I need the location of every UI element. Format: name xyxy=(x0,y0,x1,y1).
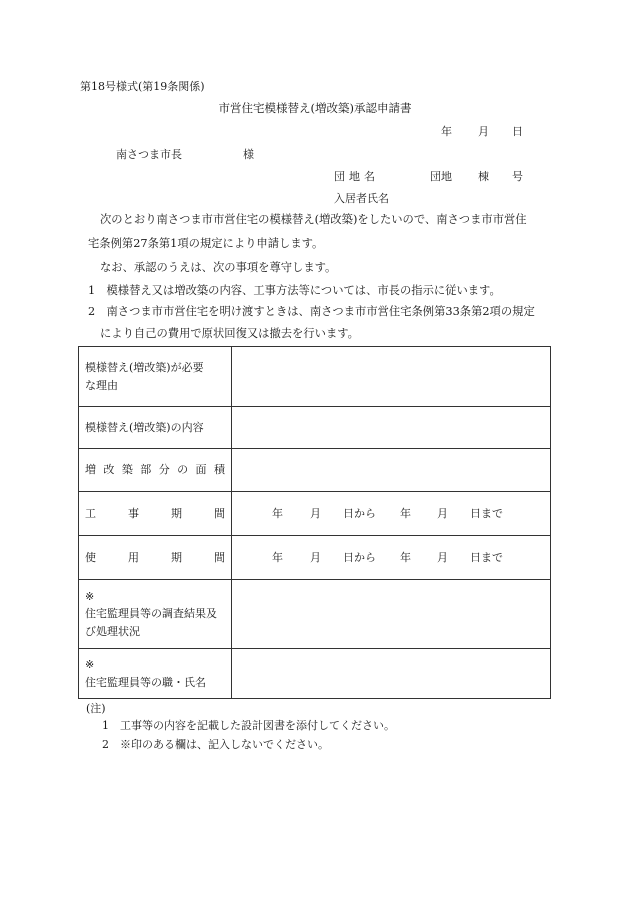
supervisor-field xyxy=(232,649,551,699)
body-para1-line2: 宅条例第27条第1項の規定により申請します。 xyxy=(88,237,324,250)
construction-period-month-to: 月 xyxy=(437,506,448,520)
construction-period-year-to: 年 xyxy=(400,506,411,520)
reason-field[interactable] xyxy=(232,347,551,407)
construction-period-from: 日から xyxy=(343,506,376,520)
form-title: 市営住宅模様替え(増改築)承認申請書 xyxy=(218,101,412,115)
construction-period-label xyxy=(79,492,232,536)
area-label-text: 増 改 築 部 分 の 面 積 xyxy=(85,463,225,477)
complex-name-label: 団地名 xyxy=(334,170,379,183)
table-row xyxy=(79,649,551,699)
reason-label-line2: な理由 xyxy=(85,378,118,392)
construction-period-until: 日まで xyxy=(470,506,503,520)
usage-period-until: 日まで xyxy=(470,550,503,564)
usage-period-year-to: 年 xyxy=(400,550,411,564)
note-2: 2 ※印のある欄は、記入しないでください。 xyxy=(102,738,329,751)
supervisor-mark: ※ xyxy=(85,657,95,671)
addressee: 南さつま市長 xyxy=(116,148,182,161)
body-item1: 1 模様替え又は増改築の内容、工事方法等については、市長の指示に従います。 xyxy=(88,284,501,297)
supervisor-label-text: 住宅監理員等の職・氏名 xyxy=(85,675,206,689)
area-label xyxy=(79,449,232,492)
notes-heading: (注) xyxy=(86,702,106,715)
date-year-label: 年 xyxy=(441,125,452,138)
usage-period-year-from: 年 xyxy=(272,550,283,564)
note-1: 1 工事等の内容を記載した設計図書を添付してください。 xyxy=(102,719,395,732)
resident-name-label: 入居者氏名 xyxy=(334,192,389,205)
supervisor-label xyxy=(79,649,232,699)
construction-period-values xyxy=(238,492,544,535)
building-label: 棟 xyxy=(478,170,489,183)
usage-period-month-from: 月 xyxy=(310,550,321,564)
reason-label xyxy=(79,347,232,407)
complex-label: 団地 xyxy=(430,170,452,183)
number-label: 号 xyxy=(512,170,523,183)
content-label: 模様替え(増改築)の内容 xyxy=(79,407,232,449)
construction-period-month-from: 月 xyxy=(310,506,321,520)
reason-label-line1: 模様替え(増改築)が必要 xyxy=(85,360,204,374)
content-field[interactable] xyxy=(232,407,551,449)
body-para1-line1: 次のとおり南さつま市市営住宅の模様替え(増改築)をしたいので、南さつま市市営住 xyxy=(100,213,527,226)
body-item2-line2: により自己の費用で原状回復又は撤去を行います。 xyxy=(100,327,359,340)
table-row xyxy=(79,580,551,649)
survey-label-line1: 住宅監理員等の調査結果及 xyxy=(85,607,217,621)
survey-field xyxy=(232,580,551,649)
construction-period-label-text: 工 事 期 間 xyxy=(85,506,225,520)
usage-period-values xyxy=(238,536,544,579)
honorific: 様 xyxy=(243,148,254,161)
usage-period-month-to: 月 xyxy=(437,550,448,564)
body-item2-line1: 2 南さつま市市営住宅を明け渡すときは、南さつま市市営住宅条例第33条第2項の規定 xyxy=(88,305,535,318)
table-row xyxy=(79,347,551,407)
usage-period-label xyxy=(79,536,232,580)
table-row xyxy=(79,536,551,580)
survey-mark: ※ xyxy=(85,589,95,603)
construction-period-field[interactable] xyxy=(232,492,551,536)
usage-period-field[interactable] xyxy=(232,536,551,580)
survey-label-line2: び処理状況 xyxy=(85,624,140,638)
construction-period-year-from: 年 xyxy=(272,506,283,520)
body-para2: なお、承認のうえは、次の事項を尊守します。 xyxy=(100,261,337,274)
table-row xyxy=(79,492,551,536)
survey-label xyxy=(79,580,232,649)
date-month-label: 月 xyxy=(478,125,489,138)
usage-period-from: 日から xyxy=(343,550,376,564)
area-field[interactable] xyxy=(232,449,551,492)
table-row xyxy=(79,407,551,449)
application-table xyxy=(78,346,551,699)
form-number: 第18号様式(第19条関係) xyxy=(80,80,205,93)
date-day-label: 日 xyxy=(512,125,523,138)
table-row xyxy=(79,449,551,492)
usage-period-label-text: 使 用 期 間 xyxy=(85,550,225,564)
